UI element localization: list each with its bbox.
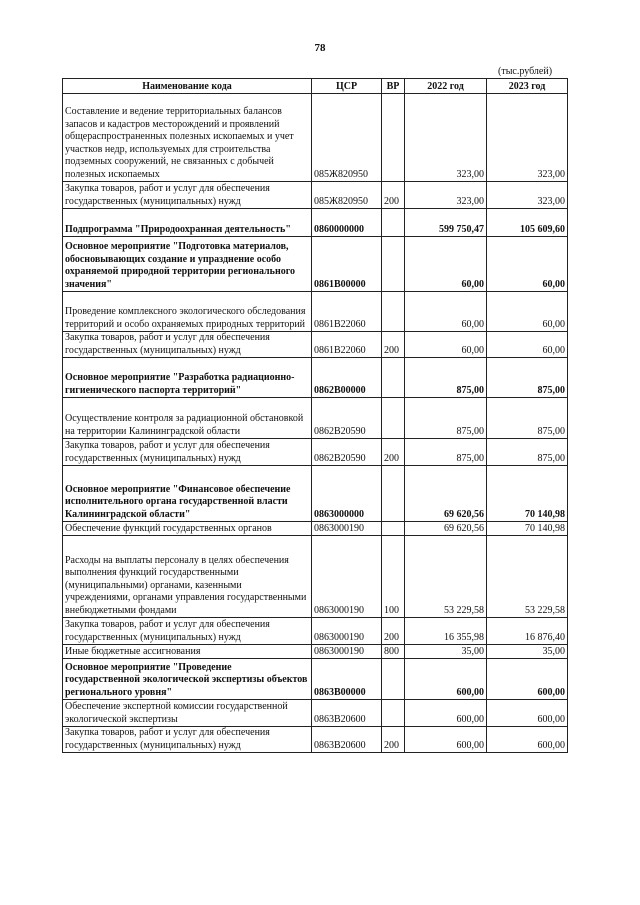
table-row bbox=[63, 522, 568, 536]
cell-csr: 085Ж820950 bbox=[312, 182, 382, 209]
table-row bbox=[63, 237, 568, 292]
cell-csr: 0861В22060 bbox=[312, 292, 382, 332]
cell-vr: 200 bbox=[382, 727, 405, 753]
table-header-row bbox=[63, 79, 568, 94]
cell-name: Иные бюджетные ассигнования bbox=[63, 645, 312, 659]
cell-vr bbox=[382, 237, 405, 292]
cell-name: Основное мероприятие "Финансовое обеспечение исполнительного органа государственной власти Калининградской области" bbox=[63, 466, 312, 522]
cell-2022: 69 620,56 bbox=[405, 522, 487, 536]
cell-2022: 600,00 bbox=[405, 700, 487, 727]
cell-name: Закупка товаров, работ и услуг для обеспечения государственных (муниципальных) нужд bbox=[63, 727, 312, 753]
cell-name: Основное мероприятие "Подготовка материалов, обосновывающих создание и упразднение особо охраняемой природной территории регионального значения" bbox=[63, 237, 312, 292]
cell-csr: 085Ж820950 bbox=[312, 94, 382, 182]
cell-vr bbox=[382, 398, 405, 439]
cell-vr bbox=[382, 466, 405, 522]
cell-2022: 875,00 bbox=[405, 439, 487, 466]
table-row bbox=[63, 358, 568, 398]
cell-vr: 800 bbox=[382, 645, 405, 659]
cell-vr bbox=[382, 292, 405, 332]
cell-2023: 35,00 bbox=[487, 645, 568, 659]
page-number: 78 bbox=[314, 42, 326, 54]
cell-vr: 100 bbox=[382, 536, 405, 618]
budget-table bbox=[62, 78, 568, 753]
cell-vr bbox=[382, 358, 405, 398]
cell-2023: 600,00 bbox=[487, 727, 568, 753]
cell-vr bbox=[382, 522, 405, 536]
column-header-vr: ВР bbox=[382, 79, 405, 94]
table-row bbox=[63, 182, 568, 209]
table-row bbox=[63, 332, 568, 358]
cell-2023: 323,00 bbox=[487, 182, 568, 209]
cell-vr: 200 bbox=[382, 618, 405, 645]
cell-name: Основное мероприятие "Разработка радиационно-гигиенического паспорта территорий" bbox=[63, 358, 312, 398]
cell-vr bbox=[382, 94, 405, 182]
table-row bbox=[63, 398, 568, 439]
cell-2023: 16 876,40 bbox=[487, 618, 568, 645]
table-row bbox=[63, 439, 568, 466]
cell-2022: 323,00 bbox=[405, 182, 487, 209]
cell-2022: 875,00 bbox=[405, 358, 487, 398]
cell-2022: 35,00 bbox=[405, 645, 487, 659]
cell-csr: 0862В20590 bbox=[312, 439, 382, 466]
cell-2023: 70 140,98 bbox=[487, 522, 568, 536]
table-row bbox=[63, 94, 568, 182]
cell-2023: 60,00 bbox=[487, 292, 568, 332]
table-row bbox=[63, 466, 568, 522]
cell-2022: 60,00 bbox=[405, 292, 487, 332]
cell-2023: 53 229,58 bbox=[487, 536, 568, 618]
cell-2023: 875,00 bbox=[487, 358, 568, 398]
cell-vr: 200 bbox=[382, 439, 405, 466]
cell-name: Подпрограмма "Природоохранная деятельность" bbox=[63, 209, 312, 237]
cell-csr: 0863000000 bbox=[312, 466, 382, 522]
cell-2022: 16 355,98 bbox=[405, 618, 487, 645]
cell-name: Закупка товаров, работ и услуг для обеспечения государственных (муниципальных) нужд bbox=[63, 182, 312, 209]
cell-vr: 200 bbox=[382, 332, 405, 358]
cell-vr bbox=[382, 700, 405, 727]
cell-2023: 60,00 bbox=[487, 332, 568, 358]
table-row bbox=[63, 727, 568, 753]
cell-csr: 0863000190 bbox=[312, 536, 382, 618]
cell-name: Основное мероприятие "Проведение государственной экологической экспертизы объектов регионального уровня" bbox=[63, 659, 312, 700]
cell-2022: 60,00 bbox=[405, 332, 487, 358]
units-label: (тыс.рублей) bbox=[498, 66, 553, 77]
cell-csr: 0863000190 bbox=[312, 618, 382, 645]
cell-2022: 875,00 bbox=[405, 398, 487, 439]
cell-name: Обеспечение функций государственных органов bbox=[63, 522, 312, 536]
cell-2022: 600,00 bbox=[405, 659, 487, 700]
cell-2022: 599 750,47 bbox=[405, 209, 487, 237]
cell-vr: 200 bbox=[382, 182, 405, 209]
cell-csr: 0863В20600 bbox=[312, 700, 382, 727]
cell-2023: 70 140,98 bbox=[487, 466, 568, 522]
cell-csr: 0861В00000 bbox=[312, 237, 382, 292]
table-row bbox=[63, 645, 568, 659]
table-row bbox=[63, 292, 568, 332]
cell-2023: 105 609,60 bbox=[487, 209, 568, 237]
column-header-2023: 2023 год bbox=[487, 79, 568, 94]
cell-csr: 0861В22060 bbox=[312, 332, 382, 358]
cell-2023: 600,00 bbox=[487, 700, 568, 727]
table-row bbox=[63, 700, 568, 727]
cell-2022: 323,00 bbox=[405, 94, 487, 182]
cell-csr: 0862В20590 bbox=[312, 398, 382, 439]
cell-csr: 0863В20600 bbox=[312, 727, 382, 753]
cell-csr: 0860000000 bbox=[312, 209, 382, 237]
cell-csr: 0863В00000 bbox=[312, 659, 382, 700]
cell-2022: 69 620,56 bbox=[405, 466, 487, 522]
table-body bbox=[63, 94, 568, 753]
cell-2023: 60,00 bbox=[487, 237, 568, 292]
cell-name: Закупка товаров, работ и услуг для обеспечения государственных (муниципальных) нужд bbox=[63, 332, 312, 358]
cell-2023: 875,00 bbox=[487, 439, 568, 466]
table-row bbox=[63, 618, 568, 645]
cell-2023: 323,00 bbox=[487, 94, 568, 182]
cell-vr bbox=[382, 209, 405, 237]
column-header-name: Наименование кода bbox=[63, 79, 312, 94]
cell-csr: 0862В00000 bbox=[312, 358, 382, 398]
cell-2023: 600,00 bbox=[487, 659, 568, 700]
cell-name: Закупка товаров, работ и услуг для обеспечения государственных (муниципальных) нужд bbox=[63, 439, 312, 466]
cell-csr: 0863000190 bbox=[312, 522, 382, 536]
cell-2022: 53 229,58 bbox=[405, 536, 487, 618]
cell-name: Закупка товаров, работ и услуг для обеспечения государственных (муниципальных) нужд bbox=[63, 618, 312, 645]
column-header-2022: 2022 год bbox=[405, 79, 487, 94]
cell-name: Осуществление контроля за радиационной обстановкой на территории Калининградской области bbox=[63, 398, 312, 439]
column-header-csr: ЦСР bbox=[312, 79, 382, 94]
cell-2023: 875,00 bbox=[487, 398, 568, 439]
table-row bbox=[63, 659, 568, 700]
cell-name: Расходы на выплаты персоналу в целях обеспечения выполнения функций государственными (муниципальными) органами, казенными учреждениями, органами управления государственными внебюджетными фондами bbox=[63, 536, 312, 618]
cell-csr: 0863000190 bbox=[312, 645, 382, 659]
table-row bbox=[63, 536, 568, 618]
cell-2022: 60,00 bbox=[405, 237, 487, 292]
table-row bbox=[63, 209, 568, 237]
cell-name: Составление и ведение территориальных балансов запасов и кадастров месторождений и проявлений общераспространенных полезных ископаемых и учет участков недр, используемых для строительства подземных сооружений, не связанных с добычей полезных ископаемых bbox=[63, 94, 312, 182]
cell-name: Проведение комплексного экологического обследования территорий и особо охраняемых природных территорий bbox=[63, 292, 312, 332]
cell-name: Обеспечение экспертной комиссии государственной экологической экспертизы bbox=[63, 700, 312, 727]
cell-2022: 600,00 bbox=[405, 727, 487, 753]
cell-vr bbox=[382, 659, 405, 700]
